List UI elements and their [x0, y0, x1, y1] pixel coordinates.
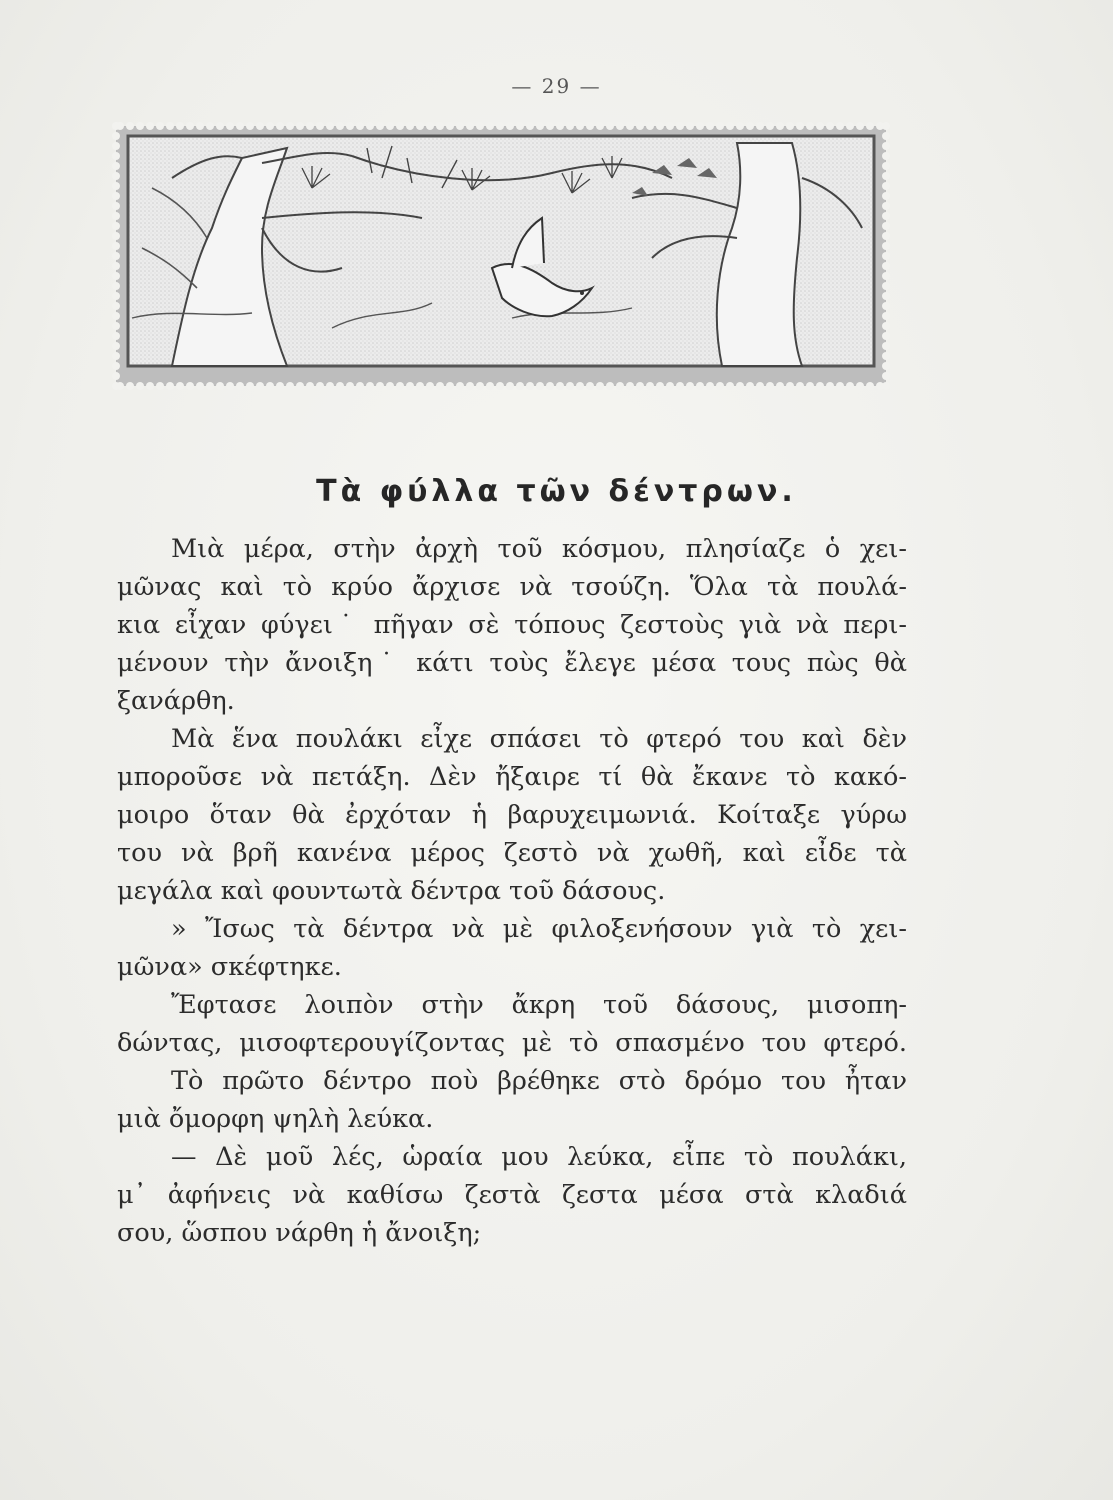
- border-tooth: [416, 122, 424, 130]
- border-tooth: [496, 382, 504, 390]
- border-tooth: [766, 382, 774, 390]
- border-tooth: [606, 122, 614, 130]
- border-tooth: [206, 382, 214, 390]
- border-tooth: [416, 382, 424, 390]
- border-tooth: [336, 382, 344, 390]
- border-tooth: [726, 122, 734, 130]
- border-tooth: [526, 382, 534, 390]
- border-tooth: [696, 122, 704, 130]
- border-tooth: [476, 382, 484, 390]
- border-tooth: [882, 372, 890, 380]
- border-tooth: [776, 122, 784, 130]
- border-tooth: [176, 382, 184, 390]
- border-tooth: [586, 382, 594, 390]
- border-tooth: [396, 382, 404, 390]
- border-tooth: [436, 382, 444, 390]
- border-tooth: [666, 382, 674, 390]
- border-tooth: [456, 382, 464, 390]
- border-tooth: [112, 362, 120, 370]
- border-tooth: [112, 152, 120, 160]
- border-tooth: [256, 382, 264, 390]
- border-tooth: [112, 212, 120, 220]
- border-tooth: [576, 382, 584, 390]
- border-tooth: [646, 382, 654, 390]
- border-tooth: [866, 382, 874, 390]
- border-tooth: [506, 122, 514, 130]
- border-tooth: [346, 382, 354, 390]
- border-tooth: [546, 382, 554, 390]
- border-tooth: [426, 122, 434, 130]
- border-tooth: [882, 292, 890, 300]
- border-tooth: [616, 382, 624, 390]
- border-tooth: [286, 122, 294, 130]
- border-tooth: [882, 282, 890, 290]
- border-tooth: [496, 122, 504, 130]
- border-tooth: [112, 372, 120, 380]
- border-tooth: [846, 382, 854, 390]
- border-tooth: [356, 382, 364, 390]
- border-tooth: [882, 362, 890, 370]
- border-tooth: [226, 382, 234, 390]
- border-tooth: [186, 382, 194, 390]
- border-tooth: [646, 122, 654, 130]
- border-tooth: [882, 212, 890, 220]
- border-tooth: [816, 382, 824, 390]
- border-tooth: [676, 382, 684, 390]
- border-tooth: [326, 382, 334, 390]
- border-tooth: [816, 122, 824, 130]
- border-tooth: [146, 382, 154, 390]
- border-tooth: [112, 172, 120, 180]
- border-tooth: [856, 382, 864, 390]
- border-tooth: [882, 382, 890, 390]
- text-line: μοιρο ὅταν θὰ ἐρχόταν ἡ βαρυχειμωνιά. Κοίταξε γύρω: [117, 800, 907, 830]
- border-tooth: [796, 382, 804, 390]
- border-tooth: [476, 122, 484, 130]
- border-tooth: [426, 382, 434, 390]
- trees-and-bird-illustration: [112, 118, 890, 390]
- border-tooth: [786, 122, 794, 130]
- border-tooth: [756, 122, 764, 130]
- border-tooth: [216, 122, 224, 130]
- border-tooth: [186, 122, 194, 130]
- border-tooth: [706, 122, 714, 130]
- border-tooth: [266, 382, 274, 390]
- border-tooth: [386, 382, 394, 390]
- border-tooth: [296, 382, 304, 390]
- border-tooth: [446, 382, 454, 390]
- text-line: μῶνας καὶ τὸ κρύο ἄρχισε νὰ τσούζη. Ὅλα τὰ πουλά-: [117, 572, 907, 602]
- border-tooth: [566, 382, 574, 390]
- text-line: — Δὲ μοῦ λές, ὡραία μου λεύκα, εἶπε τὸ πουλάκι,: [171, 1142, 907, 1172]
- border-tooth: [556, 382, 564, 390]
- border-tooth: [146, 122, 154, 130]
- border-tooth: [626, 122, 634, 130]
- text-line: σου, ὥσπου νάρθη ἡ ἄνοιξη;: [117, 1218, 482, 1248]
- text-line: » Ἴσως τὰ δέντρα νὰ μὲ φιλοξενήσουν γιὰ τὸ χει-: [171, 914, 907, 944]
- border-tooth: [882, 252, 890, 260]
- border-tooth: [466, 382, 474, 390]
- border-tooth: [882, 312, 890, 320]
- border-tooth: [112, 322, 120, 330]
- border-tooth: [176, 122, 184, 130]
- border-tooth: [526, 122, 534, 130]
- border-tooth: [882, 262, 890, 270]
- border-tooth: [882, 132, 890, 140]
- border-tooth: [486, 122, 494, 130]
- border-tooth: [112, 282, 120, 290]
- border-tooth: [436, 122, 444, 130]
- border-tooth: [112, 242, 120, 250]
- text-line: Μὰ ἕνα πουλάκι εἶχε σπάσει τὸ φτερό του καὶ δὲν: [171, 724, 907, 754]
- border-tooth: [112, 202, 120, 210]
- border-tooth: [246, 382, 254, 390]
- border-tooth: [446, 122, 454, 130]
- border-tooth: [112, 342, 120, 350]
- border-tooth: [596, 122, 604, 130]
- text-line: ξανάρθη.: [117, 686, 235, 716]
- border-tooth: [112, 162, 120, 170]
- border-tooth: [206, 122, 214, 130]
- page-number: — 29 —: [511, 74, 602, 98]
- border-tooth: [636, 382, 644, 390]
- border-tooth: [516, 382, 524, 390]
- border-tooth: [506, 382, 514, 390]
- border-tooth: [266, 122, 274, 130]
- border-tooth: [286, 382, 294, 390]
- border-tooth: [396, 122, 404, 130]
- border-tooth: [606, 382, 614, 390]
- border-tooth: [276, 122, 284, 130]
- border-tooth: [776, 382, 784, 390]
- border-tooth: [296, 122, 304, 130]
- text-line: Τὸ πρῶτο δέντρο ποὺ βρέθηκε στὸ δρόμο του ἦταν: [171, 1066, 907, 1096]
- border-tooth: [882, 302, 890, 310]
- border-tooth: [882, 332, 890, 340]
- border-tooth: [882, 152, 890, 160]
- border-tooth: [882, 142, 890, 150]
- border-tooth: [112, 382, 120, 390]
- border-tooth: [836, 382, 844, 390]
- text-line: μ᾿ ἀφήνεις νὰ καθίσω ζεστὰ ζεστα μέσα στὰ κλαδιά: [117, 1180, 907, 1210]
- border-tooth: [226, 122, 234, 130]
- border-tooth: [346, 122, 354, 130]
- border-tooth: [112, 192, 120, 200]
- border-tooth: [786, 382, 794, 390]
- border-tooth: [306, 382, 314, 390]
- border-tooth: [316, 382, 324, 390]
- border-tooth: [882, 322, 890, 330]
- border-tooth: [596, 382, 604, 390]
- text-line: μιὰ ὄμορφη ψηλὴ λεύκα.: [117, 1104, 434, 1134]
- text-line: Μιὰ μέρα, στὴν ἀρχὴ τοῦ κόσμου, πλησίαζε ὁ χει-: [171, 534, 907, 564]
- border-tooth: [406, 122, 414, 130]
- story-text: [117, 530, 907, 1252]
- border-tooth: [216, 382, 224, 390]
- border-tooth: [882, 272, 890, 280]
- border-tooth: [736, 122, 744, 130]
- border-tooth: [486, 382, 494, 390]
- border-tooth: [882, 232, 890, 240]
- border-tooth: [112, 132, 120, 140]
- text-line: κια εἶχαν φύγει˙ πῆγαν σὲ τόπους ζεστοὺς γιὰ νὰ περι-: [117, 610, 907, 640]
- border-tooth: [112, 122, 120, 130]
- border-tooth: [256, 122, 264, 130]
- border-tooth: [806, 122, 814, 130]
- border-tooth: [846, 122, 854, 130]
- border-tooth: [576, 122, 584, 130]
- border-tooth: [882, 192, 890, 200]
- border-tooth: [882, 202, 890, 210]
- text-line: του νὰ βρῆ κανένα μέρος ζεστὸ νὰ χωθῆ, καὶ εἶδε τὰ: [117, 838, 907, 868]
- border-tooth: [882, 122, 890, 130]
- border-tooth: [516, 122, 524, 130]
- border-tooth: [826, 122, 834, 130]
- border-tooth: [716, 122, 724, 130]
- border-tooth: [536, 382, 544, 390]
- border-tooth: [656, 382, 664, 390]
- border-tooth: [882, 342, 890, 350]
- border-tooth: [826, 382, 834, 390]
- border-tooth: [882, 352, 890, 360]
- border-tooth: [626, 382, 634, 390]
- border-tooth: [686, 122, 694, 130]
- border-tooth: [406, 382, 414, 390]
- border-tooth: [882, 162, 890, 170]
- border-tooth: [546, 122, 554, 130]
- border-tooth: [716, 382, 724, 390]
- border-tooth: [616, 122, 624, 130]
- border-tooth: [882, 172, 890, 180]
- border-tooth: [746, 382, 754, 390]
- border-tooth: [166, 122, 174, 130]
- border-tooth: [306, 122, 314, 130]
- border-tooth: [836, 122, 844, 130]
- border-tooth: [566, 122, 574, 130]
- border-tooth: [156, 122, 164, 130]
- border-tooth: [112, 262, 120, 270]
- border-tooth: [882, 182, 890, 190]
- border-tooth: [706, 382, 714, 390]
- border-tooth: [166, 382, 174, 390]
- text-line: μεγάλα καὶ φουντωτὰ δέντρα τοῦ δάσους.: [117, 876, 666, 906]
- border-tooth: [112, 352, 120, 360]
- border-tooth: [246, 122, 254, 130]
- border-tooth: [656, 122, 664, 130]
- border-tooth: [456, 122, 464, 130]
- border-tooth: [666, 122, 674, 130]
- border-tooth: [326, 122, 334, 130]
- text-line: μῶνα» σκέφτηκε.: [117, 952, 342, 982]
- border-tooth: [316, 122, 324, 130]
- border-tooth: [466, 122, 474, 130]
- text-line: μένουν τὴν ἄνοιξη˙ κάτι τοὺς ἔλεγε μέσα τους πὼς θὰ: [117, 648, 907, 678]
- border-tooth: [126, 382, 134, 390]
- border-tooth: [336, 122, 344, 130]
- border-tooth: [112, 232, 120, 240]
- border-tooth: [746, 122, 754, 130]
- border-tooth: [536, 122, 544, 130]
- border-tooth: [882, 242, 890, 250]
- border-tooth: [756, 382, 764, 390]
- border-tooth: [112, 222, 120, 230]
- border-tooth: [766, 122, 774, 130]
- border-tooth: [356, 122, 364, 130]
- border-tooth: [556, 122, 564, 130]
- border-tooth: [586, 122, 594, 130]
- text-line: μποροῦσε νὰ πετάξη. Δὲν ἤξαιρε τί θὰ ἔκανε τὸ κακό-: [117, 762, 907, 792]
- border-tooth: [376, 382, 384, 390]
- border-tooth: [136, 382, 144, 390]
- border-tooth: [676, 122, 684, 130]
- border-tooth: [196, 382, 204, 390]
- border-tooth: [236, 382, 244, 390]
- border-tooth: [366, 122, 374, 130]
- border-tooth: [112, 252, 120, 260]
- border-tooth: [796, 122, 804, 130]
- border-tooth: [882, 222, 890, 230]
- border-tooth: [636, 122, 644, 130]
- border-tooth: [112, 312, 120, 320]
- border-tooth: [696, 382, 704, 390]
- border-tooth: [386, 122, 394, 130]
- border-tooth: [112, 292, 120, 300]
- border-tooth: [736, 382, 744, 390]
- chapter-title: Τὰ φύλλα τῶν δέντρων.: [316, 474, 797, 509]
- border-tooth: [806, 382, 814, 390]
- border-tooth: [196, 122, 204, 130]
- border-tooth: [866, 122, 874, 130]
- border-tooth: [856, 122, 864, 130]
- border-tooth: [112, 302, 120, 310]
- border-tooth: [126, 122, 134, 130]
- border-tooth: [112, 272, 120, 280]
- border-tooth: [366, 382, 374, 390]
- border-tooth: [112, 142, 120, 150]
- border-tooth: [726, 382, 734, 390]
- border-tooth: [236, 122, 244, 130]
- border-tooth: [276, 382, 284, 390]
- border-tooth: [112, 182, 120, 190]
- border-tooth: [112, 332, 120, 340]
- border-tooth: [156, 382, 164, 390]
- border-tooth: [376, 122, 384, 130]
- border-tooth: [136, 122, 144, 130]
- border-tooth: [686, 382, 694, 390]
- text-line: δώντας, μισοφτερουγίζοντας μὲ τὸ σπασμένο του φτερό.: [117, 1028, 907, 1058]
- text-line: Ἔφτασε λοιπὸν στὴν ἄκρη τοῦ δάσους, μισοπη-: [171, 990, 907, 1020]
